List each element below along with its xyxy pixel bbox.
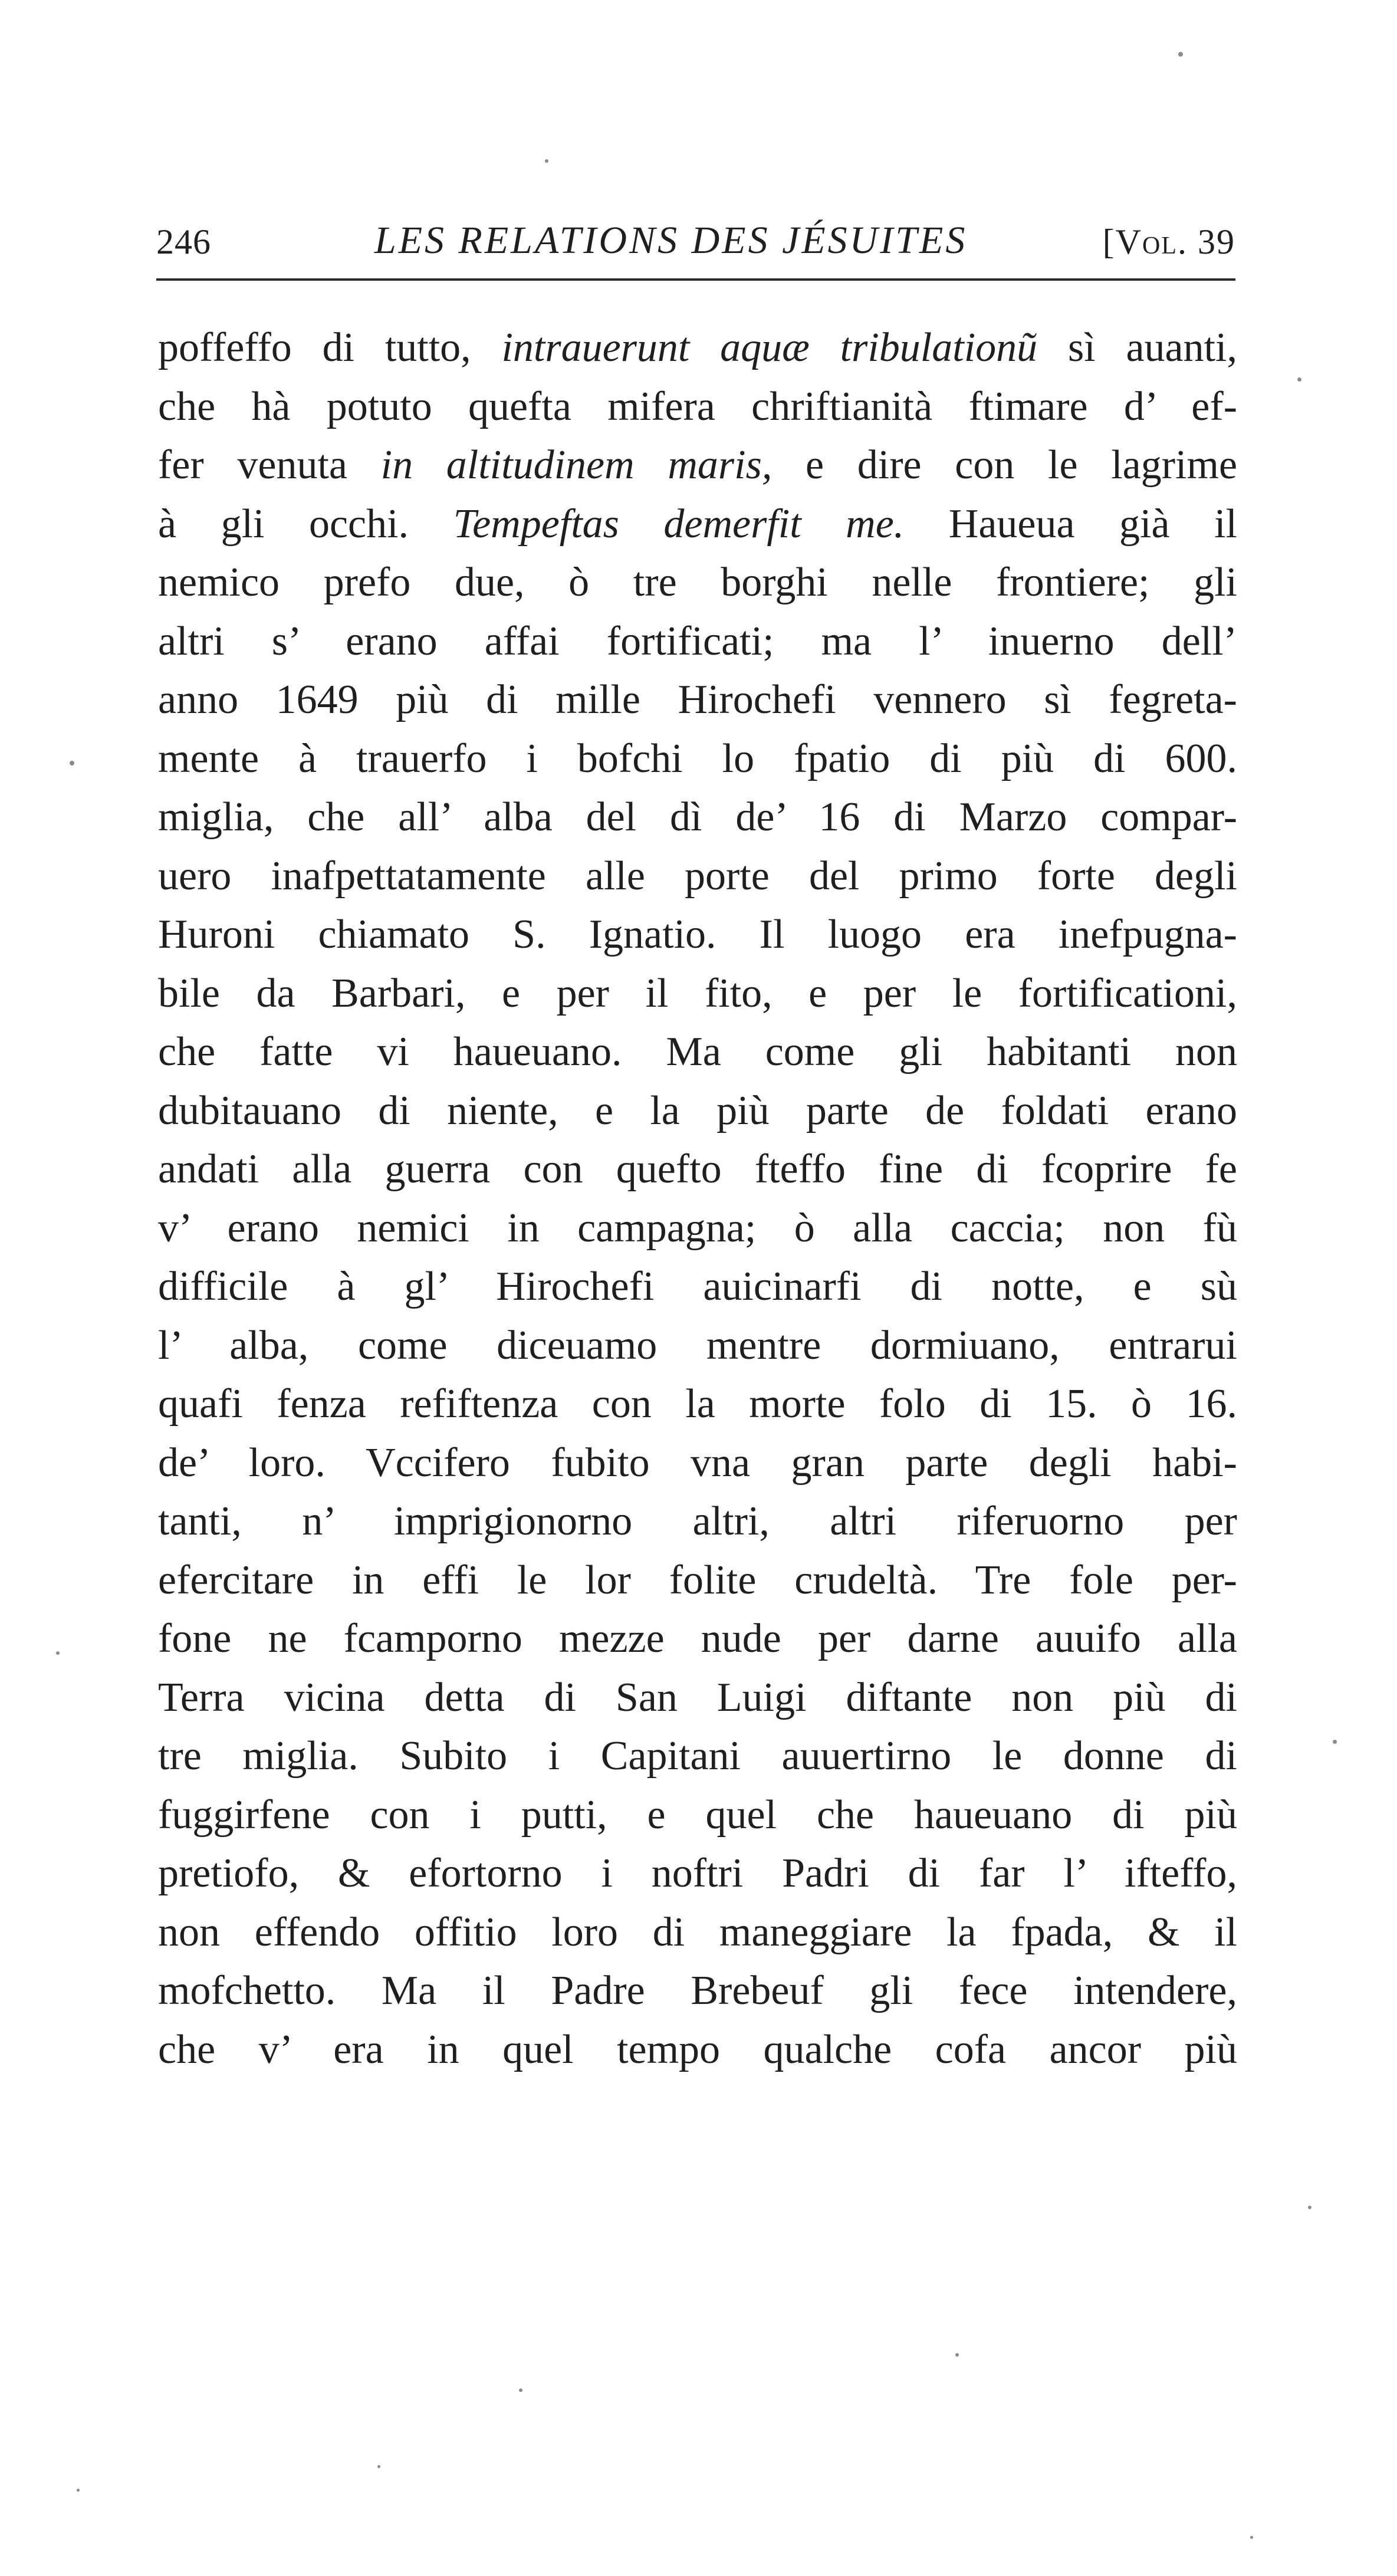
text-line (158, 1844, 1237, 1903)
text-line (158, 1609, 1237, 1668)
text-run: bile da Barbari, e per il fito, e per le fortificationi, (158, 970, 1237, 1016)
text-run: poffeffo di tutto, (158, 325, 502, 370)
text-run: de’ loro. Vccifero fubito vna gran parte degli habi- (158, 1440, 1237, 1486)
text-run: Haueua già il (904, 501, 1237, 547)
text-line (158, 1492, 1237, 1551)
body-text (158, 318, 1237, 2079)
text-run: l’ alba, come diceuamo mentre dormiuano, entrarui (158, 1322, 1237, 1368)
volume-label: Vol. (1115, 222, 1188, 261)
text-run: quafi fenza refiftenza con la morte folo di 15. ò 16. (158, 1381, 1237, 1427)
running-title: LES RELATIONS DES JÉSUITES (374, 219, 968, 262)
text-run: che hà potuto quefta mifera chriftianità ftimare d’ ef- (158, 383, 1237, 429)
text-line (158, 1082, 1237, 1141)
scan-speck (77, 2489, 80, 2492)
text-run: fone ne fcamporno mezze nude per darne auuifo alla (158, 1616, 1237, 1661)
text-line (158, 553, 1237, 612)
scan-speck (1297, 377, 1301, 382)
text-line (158, 788, 1237, 847)
text-run: uero inafpettatamente alle porte del primo forte degli (158, 853, 1237, 899)
text-run: tre miglia. Subito i Capitani auuertirno le donne di (158, 1733, 1237, 1779)
text-line (158, 1668, 1237, 1727)
text-run: andati alla guerra con quefto fteffo fine di fcoprire fe (158, 1146, 1237, 1192)
text-line (158, 2020, 1237, 2079)
text-run: efercitare in effi le lor folite crudeltà. Tre fole per- (158, 1557, 1237, 1603)
text-run: tanti, n’ imprigionorno altri, altri riferuorno per (158, 1499, 1237, 1544)
text-run: v’ erano nemici in campagna; ò alla caccia; non fù (158, 1205, 1237, 1251)
scan-speck (377, 2465, 380, 2468)
scan-speck (545, 159, 548, 163)
italic-latin-phrase: Tempeftas demerfit me. (453, 501, 905, 547)
text-line (158, 1257, 1237, 1316)
header-rule (156, 278, 1235, 281)
text-run: Terra vicina detta di San Luigi diftante non più di (158, 1674, 1237, 1720)
text-line (158, 1375, 1237, 1434)
volume-number: 39 (1198, 222, 1235, 261)
text-run: mofchetto. Ma il Padre Brebeuf gli fece intendere, (158, 1968, 1237, 2013)
text-line (158, 671, 1237, 730)
text-run: miglia, che all’ alba del dì de’ 16 di Marzo compar- (158, 794, 1237, 840)
text-run: altri s’ erano affai fortificati; ma l’ inuerno dell’ (158, 618, 1237, 664)
text-line (158, 436, 1237, 495)
text-line (158, 1316, 1237, 1375)
text-line (158, 1786, 1237, 1845)
italic-latin-phrase: intrauerunt aquæ tribulationũ (501, 325, 1038, 370)
scan-speck (70, 761, 74, 765)
text-line (158, 730, 1237, 788)
text-line (158, 847, 1237, 906)
text-run: pretiofo, & efortorno i noftri Padri di far l’ ifteffo, (158, 1851, 1237, 1896)
text-run: mente à trauerfo i bofchi lo fpatio di più di 600. (158, 735, 1237, 781)
text-line (158, 1961, 1237, 2020)
scan-speck (1308, 2206, 1311, 2209)
text-run: dubitauano di niente, e la più parte de foldati erano (158, 1087, 1237, 1133)
volume-bracket: [ (1102, 222, 1116, 261)
text-line (158, 1199, 1237, 1258)
text-line (158, 964, 1237, 1023)
scan-speck (1178, 52, 1183, 57)
running-header (156, 218, 1235, 271)
text-line (158, 612, 1237, 671)
text-line (158, 495, 1237, 554)
text-run: sì auanti, (1037, 325, 1237, 370)
text-run: fuggirfene con i putti, e quel che haueuano di più (158, 1792, 1237, 1838)
text-line (158, 318, 1237, 377)
scan-speck (955, 2353, 959, 2357)
text-run: Huroni chiamato S. Ignatio. Il luogo era inefpugna- (158, 912, 1237, 957)
text-run: à gli occhi. (158, 501, 453, 547)
text-run: difficile à gl’ Hirochefi auicinarfi di notte, e sù (158, 1264, 1237, 1309)
volume-reference (1103, 222, 1235, 262)
text-line (158, 1903, 1237, 1962)
text-line (158, 1727, 1237, 1786)
text-run: non effendo offitio loro di maneggiare la fpada, & il (158, 1909, 1237, 1955)
text-line (158, 1140, 1237, 1199)
page-number: 246 (156, 222, 211, 261)
text-run: anno 1649 più di mille Hirochefi vennero sì fegreta- (158, 677, 1237, 722)
text-run: che v’ era in quel tempo qualche cofa ancor più (158, 2026, 1237, 2072)
text-run: fer venuta (158, 442, 381, 488)
scan-speck (56, 1651, 60, 1655)
text-line (158, 377, 1237, 436)
text-line (158, 1023, 1237, 1082)
text-line (158, 905, 1237, 964)
text-line (158, 1434, 1237, 1493)
text-line (158, 1551, 1237, 1610)
text-run: che fatte vi haueuano. Ma come gli habitanti non (158, 1029, 1237, 1075)
scan-speck (1250, 2536, 1253, 2539)
scan-speck (1333, 1740, 1337, 1744)
text-run: nemico prefo due, ò tre borghi nelle frontiere; gli (158, 560, 1237, 605)
italic-latin-phrase: in altitudinem maris, (380, 442, 773, 488)
scan-speck (519, 2388, 522, 2392)
text-run: e dire con le lagrime (772, 442, 1238, 488)
